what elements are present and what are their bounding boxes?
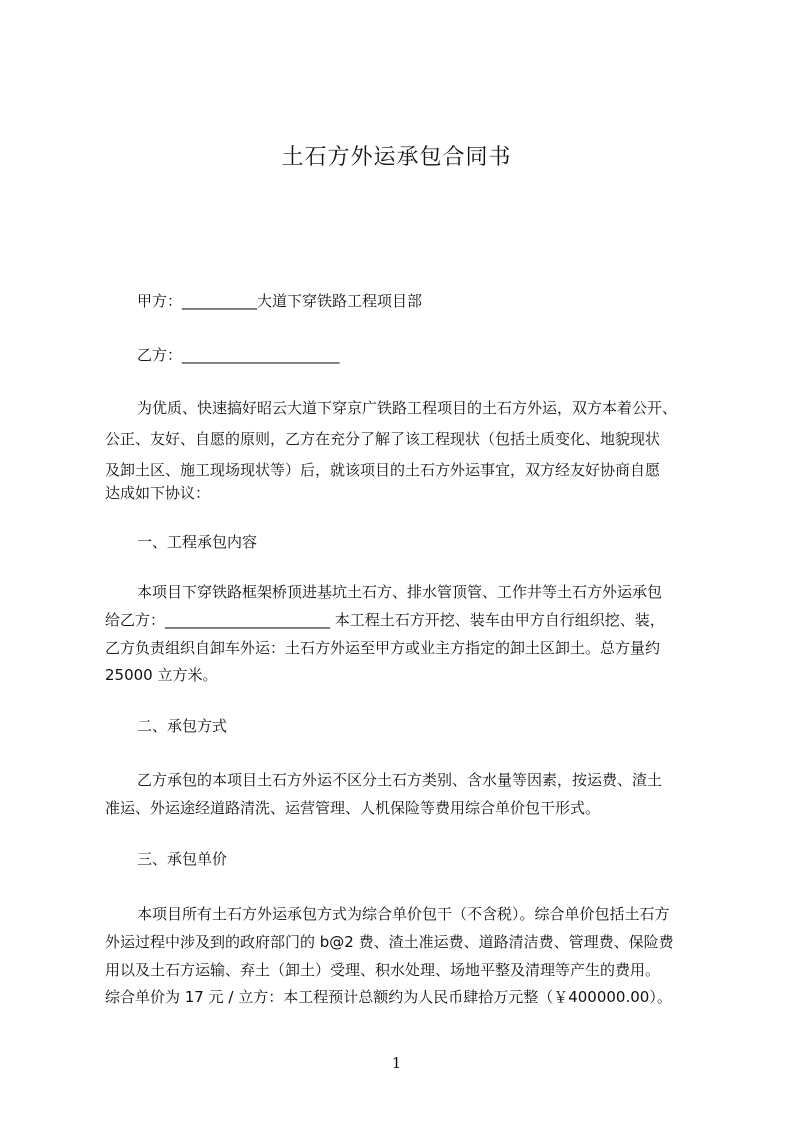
party-a-line: 甲方：__________大道下穿铁路工程项目部 <box>137 292 423 310</box>
paragraph-line: 为优质、快速搞好昭云大道下穿京广铁路工程项目的土石方外运，双方本着公开、 <box>137 399 678 417</box>
section-heading-2: 二、承包方式 <box>137 717 228 735</box>
page-number: 1 <box>391 1054 402 1072</box>
paragraph-line: 综合单价为 17 元 / 立方：本工程预计总额约为人民币肆拾万元整（￥400000.00）。 <box>105 988 672 1006</box>
section-heading-3: 三、承包单价 <box>137 850 228 868</box>
paragraph-line: 乙方承包的本项目土石方外运不区分土石方类别、含水量等因素，按运费、渣土 <box>137 771 663 789</box>
paragraph-line: 本项目下穿铁路框架桥顶进基坑土石方、排水管顶管、工作井等土石方外运承包 <box>137 583 663 601</box>
document-title: 土石方外运承包合同书 <box>281 145 512 170</box>
paragraph-line: 乙方负责组织自卸车外运：土石方外运至甲方或业主方指定的卸土区卸土。总方量约 <box>105 639 661 657</box>
party-b-line: 乙方：_____________________ <box>137 346 340 364</box>
section-heading-1: 一、工程承包内容 <box>137 533 258 551</box>
paragraph-line: 给乙方：______________________ 本工程土石方开挖、装车由甲方自行组织挖、装， <box>105 611 665 629</box>
paragraph-line: 外运过程中涉及到的政府部门的 b@2 费、渣土准运费、道路清洁费、管理费、保险费 <box>105 933 674 951</box>
paragraph-line: 公正、友好、自愿的原则，乙方在充分了解了该工程现状（包括土质变化、地貌现状 <box>105 430 661 448</box>
paragraph-line: 本项目所有土石方外运承包方式为综合单价包干（不含税）。综合单价包括土石方 <box>137 905 670 923</box>
paragraph-line: 达成如下协议： <box>105 484 211 502</box>
paragraph-line: 准运、外运途经道路清洗、运营管理、人机保险等费用综合单价包干形式。 <box>105 799 601 817</box>
paragraph-line: 用以及土石方运输、弃土（卸土）受理、积水处理、场地平整及清理等产生的费用。 <box>105 961 661 979</box>
paragraph-line: 及卸土区、施工现场现状等）后，就该项目的土石方外运事宜，双方经友好协商自愿 <box>105 461 661 479</box>
paragraph-line: 25000 立方米。 <box>105 666 218 684</box>
